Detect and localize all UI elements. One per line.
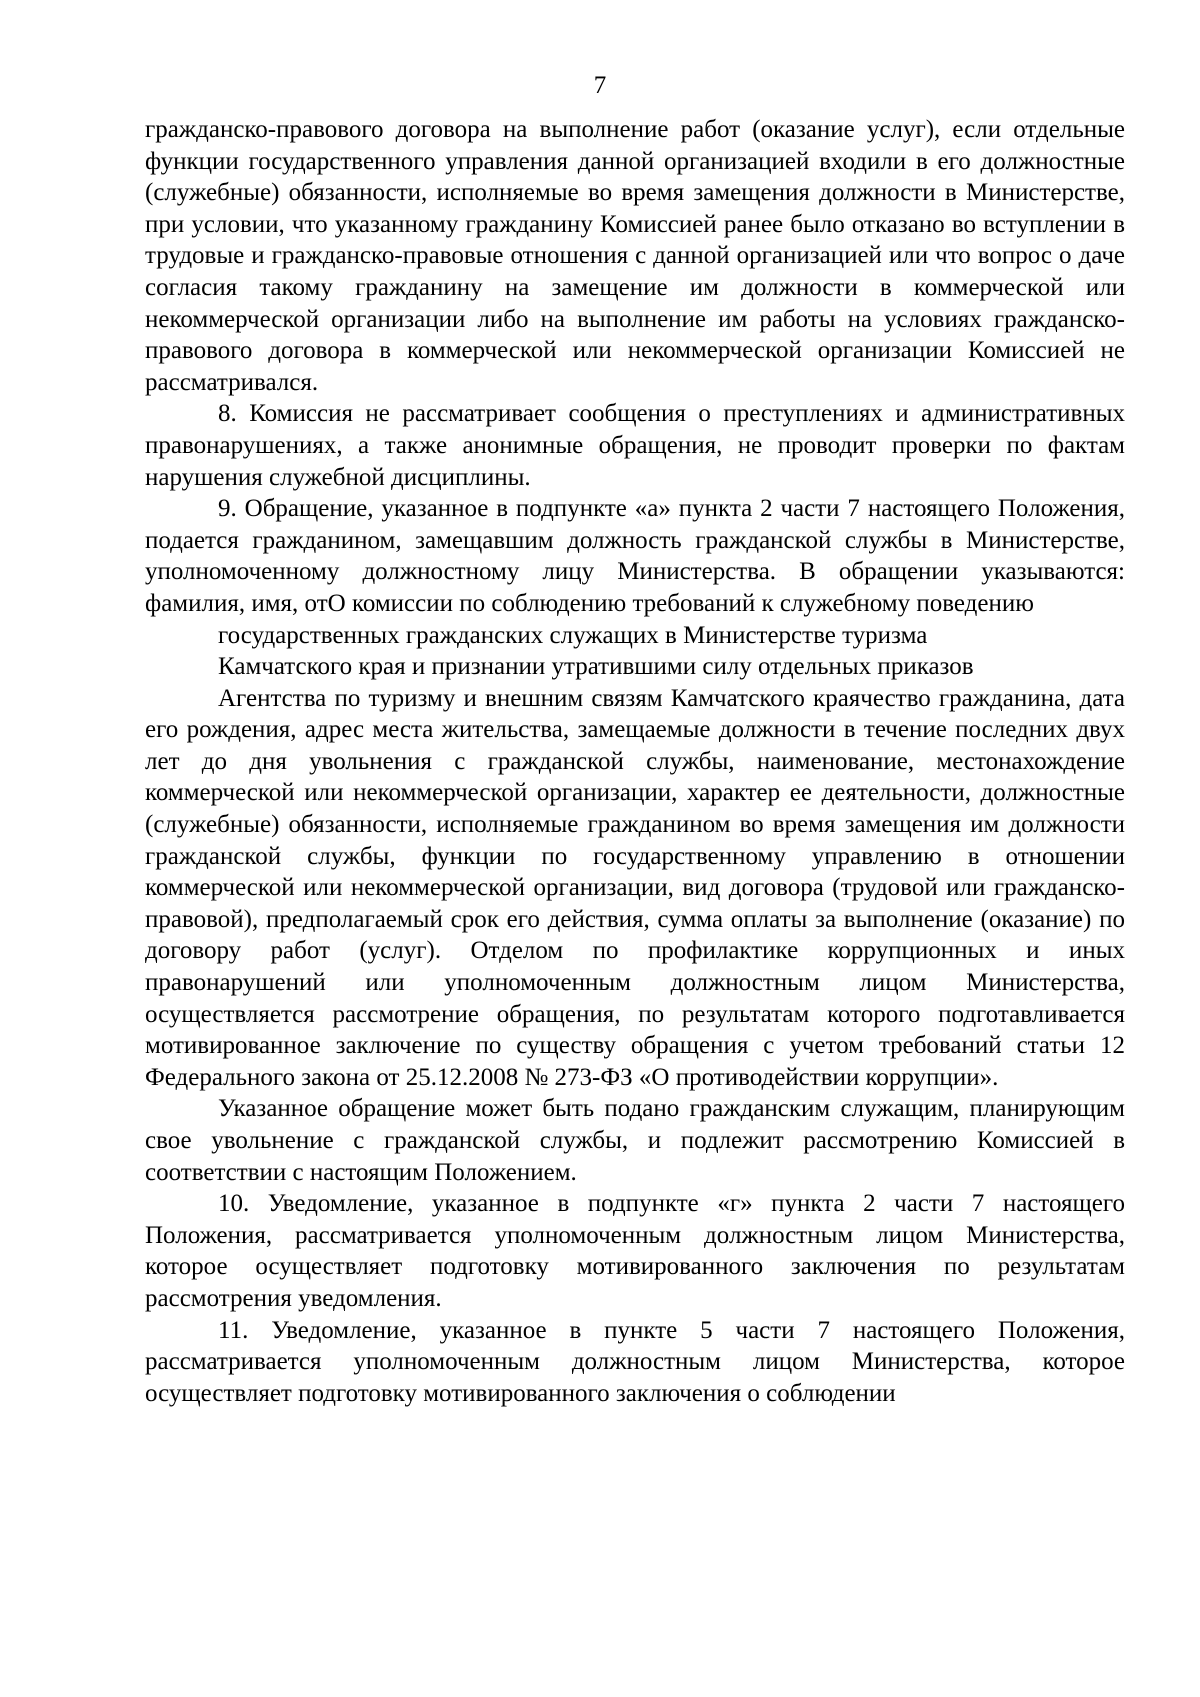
inserted-title-line-2: Камчатского края и признании утратившими силу отдельных приказов bbox=[218, 653, 974, 681]
paragraph-10: 10. Уведомление, указанное в подпункте «г» пункта 2 части 7 настоящего Положения, рассматривается уполномоченным должностным лицом Министерства, которое осуществляет подготовку мотивированного заключения по результатам рассмотрения уведомления. bbox=[145, 1190, 1125, 1312]
document-body bbox=[145, 114, 1125, 1409]
paragraph-9-continued: Агентства по туризму и внешним связям Камчатского краячество гражданина, дата его рождения, адрес места жительства, замещаемые должности в течение последних двух лет до дня увольнения с гражданской службы, наименование, местонахождение коммерческой или некоммерческой организации, характер ее деятельности, должностные (служебные) обязанности, исполняемые гражданином во время замещения им должности гражданской службы, функции по государственному управлению в отношении коммерческой или некоммерческой организации, вид договора (трудовой или гражданско-правовой), предполагаемый срок его действия, сумма оплаты за выполнение (оказание) по договору работ (услуг). Отделом по профилактике коррупционных и иных правонарушений или уполномоченным должностным лицом Министерства, осуществляется рассмотрение обращения, по результатам которого подготавливается мотивированное заключение по существу обращения с учетом требований статьи 12 Федерального закона от 25.12.2008 № 273-ФЗ «О противодействии коррупции». bbox=[145, 684, 1125, 1091]
inserted-title-line-1: государственных гражданских служащих в Министерстве туризма bbox=[218, 621, 928, 649]
page-number: 7 bbox=[593, 72, 607, 99]
paragraph-11: 11. Уведомление, указанное в пункте 5 части 7 настоящего Положения, рассматривается уполномоченным должностным лицом Министерства, которое осуществляет подготовку мотивированного заключения о соблюдении bbox=[145, 1316, 1125, 1407]
paragraph-continuation: гражданско-правового договора на выполнение работ (оказание услуг), если отдельные функции государственного управления данной организацией входили в его должностные (служебные) обязанности, исполняемые во время замещения должности в Министерстве, при условии, что указанному гражданину Комиссией ранее было отказано во вступлении в трудовые и гражданско-правовые отношения с данной организацией или что вопрос о даче согласия такому гражданину на замещение им должности в коммерческой или некоммерческой организации либо на выполнение им работы на условиях гражданско-правового договора в коммерческой или некоммерческой организации Комиссией не рассматривался. bbox=[145, 116, 1125, 396]
paragraph-8: 8. Комиссия не рассматривает сообщения о преступлениях и административных правонарушениях, а также анонимные обращения, не проводит проверки по фактам нарушения служебной дисциплины. bbox=[145, 400, 1125, 491]
paragraph-9: 9. Обращение, указанное в подпункте «а» пункта 2 части 7 настоящего Положения, подается гражданином, замещавшим должность гражданской службы в Министерстве, уполномоченному должностному лицу Министерства. В обращении указываются: фамилия, имя, отО комиссии по соблюдению требований к служебному поведению bbox=[145, 495, 1125, 617]
paragraph-9-note: Указанное обращение может быть подано гражданским служащим, планирующим свое увольнение с гражданской службы, и подлежит рассмотрению Комиссией в соответствии с настоящим Положением. bbox=[145, 1095, 1125, 1186]
